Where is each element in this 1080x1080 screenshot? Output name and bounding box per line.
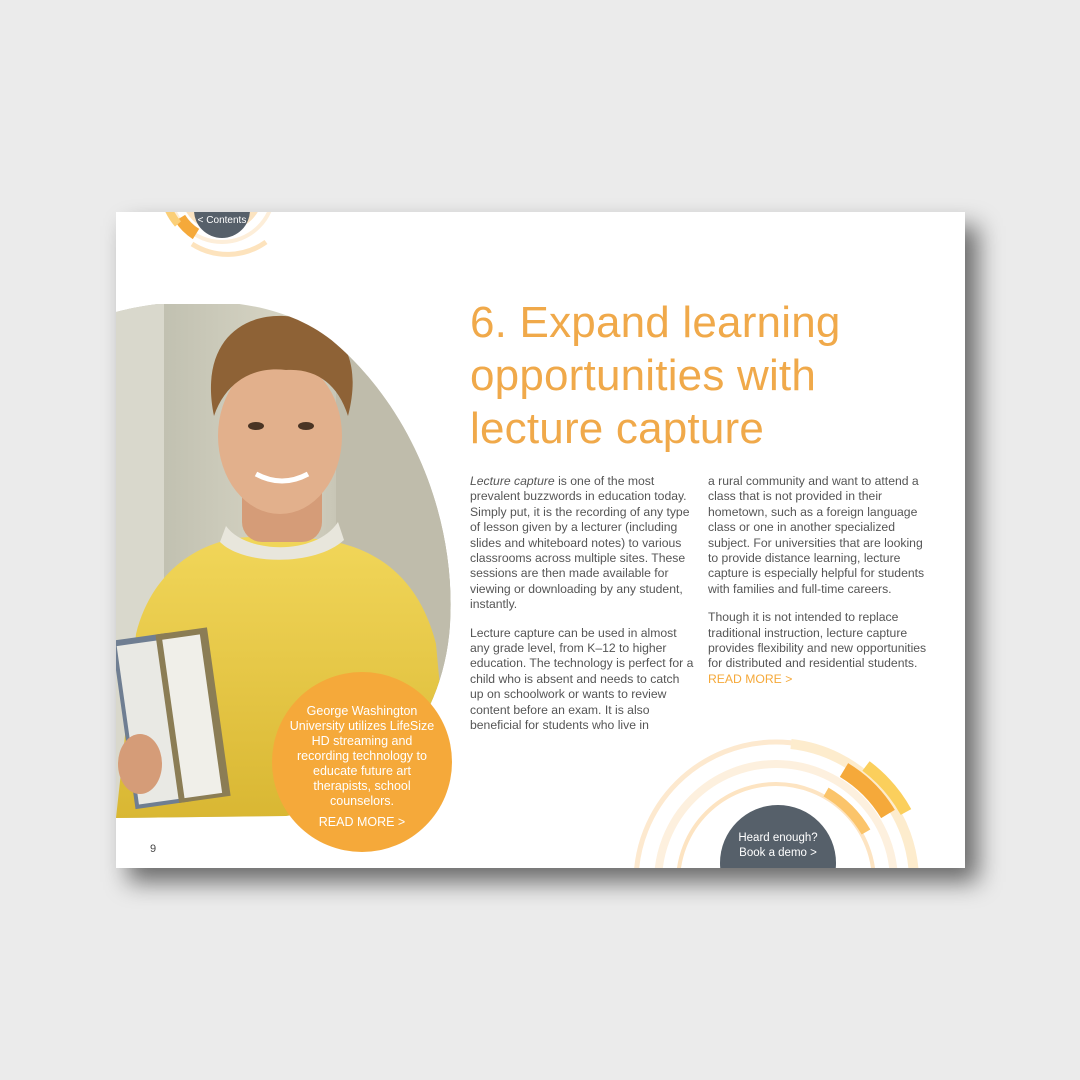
read-more-link[interactable]: READ MORE > [708, 671, 793, 686]
page-title: 6. Expand learning opportunities with lecture capture [470, 298, 841, 453]
column2-p2-text: Though it is not intended to replace traditional instruction, lecture capture provides flexibility and new opportunities for distributed and residential students. [708, 610, 927, 671]
demo-line-2: Book a demo > [739, 847, 817, 859]
callout-circle [272, 672, 452, 852]
callout-read-more-link[interactable]: READ MORE > [318, 815, 406, 829]
column1-p1-rest: is one of the most prevalent buzzwords in education today. Simply put, it is the recording of any type of lesson given by a lecturer (including slides and whiteboard notes) to various classrooms across multiple sites. These sessions are then made available for viewing or downloading by any student, instantly. [470, 474, 690, 612]
brochure-page [116, 212, 965, 868]
callout-text: George Washington University utilizes LifeSize HD streaming and recording technology to educate future art therapists, school counselors. [289, 704, 435, 808]
lecture-capture-term: Lecture capture [470, 474, 555, 488]
contents-button[interactable]: < Contents [194, 212, 250, 238]
column1-paragraph-2: Lecture capture can be used in almost any grade level, from K–12 to higher education. The technology is perfect for a child who is absent and needs to catch up on schoolwork or wants to review content before an exam. It is also beneficial for students who live in [470, 625, 694, 733]
demo-line-1: Heard enough? [738, 832, 818, 844]
column1-paragraph-1 [470, 474, 694, 613]
column2-paragraph-2 [708, 610, 932, 687]
body-column-1 [470, 474, 694, 747]
column2-paragraph-1: a rural community and want to attend a class that is not provided in their hometown, such as a foreign language class or one in another specialized subject. For universities that are looking to provide distance learning, lecture capture is especially helpful for students with families and full-time careers. [708, 474, 925, 596]
page-number: 9 [150, 843, 157, 855]
body-column-2 [708, 474, 932, 700]
